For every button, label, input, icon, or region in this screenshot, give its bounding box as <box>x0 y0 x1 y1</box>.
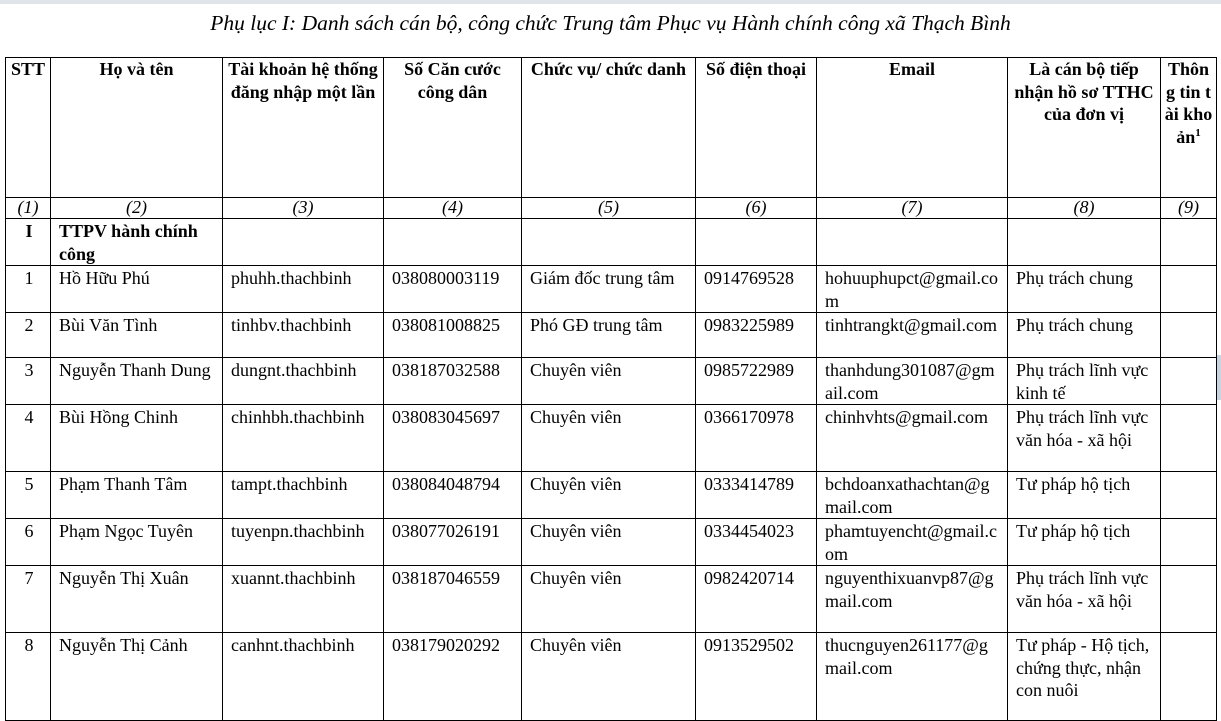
cell-role: Phụ trách chung <box>1008 266 1161 313</box>
column-header-account-info <box>1161 58 1217 198</box>
empty-cell <box>522 219 696 266</box>
cell-email: bchdoanxathachtan@gmail.com <box>817 472 1008 519</box>
table-row <box>6 266 1217 313</box>
cell-position: Chuyên viên <box>522 472 696 519</box>
table-row <box>6 633 1217 721</box>
cell-position: Chuyên viên <box>522 405 696 472</box>
cell-account-info <box>1161 266 1217 313</box>
empty-cell <box>1008 219 1161 266</box>
cell-role: Phụ trách lĩnh vực văn hóa - xã hội <box>1008 405 1161 472</box>
cell-name: Hồ Hữu Phú <box>51 266 223 313</box>
empty-cell <box>384 219 522 266</box>
column-header-account-info-label: Thông tin tài khoản <box>1164 59 1213 147</box>
cell-stt: 5 <box>6 472 51 519</box>
column-header-phone: Số điện thoại <box>696 58 817 198</box>
column-number: (7) <box>817 198 1008 219</box>
cell-phone: 0914769528 <box>696 266 817 313</box>
column-number: (6) <box>696 198 817 219</box>
column-number: (4) <box>384 198 522 219</box>
column-number: (2) <box>51 198 223 219</box>
empty-cell <box>817 219 1008 266</box>
page-edge-marker <box>1217 355 1221 400</box>
cell-stt: 3 <box>6 358 51 405</box>
cell-phone: 0366170978 <box>696 405 817 472</box>
cell-name: Nguyễn Thị Cảnh <box>51 633 223 721</box>
cell-name: Phạm Thanh Tâm <box>51 472 223 519</box>
column-number: (8) <box>1008 198 1161 219</box>
column-header-account: Tài khoản hệ thống đăng nhập một lần <box>223 58 384 198</box>
page-title: Phụ lục I: Danh sách cán bộ, công chức Trung tâm Phục vụ Hành chính công xã Thạch Bình <box>210 11 1011 35</box>
column-number: (3) <box>223 198 384 219</box>
section-name: TTPV hành chính công <box>51 219 223 266</box>
cell-stt: 6 <box>6 519 51 566</box>
cell-cccd: 038080003119 <box>384 266 522 313</box>
cell-role: Tư pháp hộ tịch <box>1008 472 1161 519</box>
cell-stt: 2 <box>6 313 51 358</box>
cell-account: chinhbh.thachbinh <box>223 405 384 472</box>
cell-role: Tư pháp - Hộ tịch, chứng thực, nhận con nuôi <box>1008 633 1161 721</box>
cell-account-info <box>1161 633 1217 721</box>
cell-name: Nguyễn Thanh Dung <box>51 358 223 405</box>
cell-account: tinhbv.thachbinh <box>223 313 384 358</box>
empty-cell <box>696 219 817 266</box>
cell-stt: 1 <box>6 266 51 313</box>
cell-email: hohuuphupct@gmail.com <box>817 266 1008 313</box>
cell-email: thanhdung301087@gmail.com <box>817 358 1008 405</box>
cell-position: Chuyên viên <box>522 566 696 633</box>
staff-table <box>5 57 1217 721</box>
cell-account: canhnt.thachbinh <box>223 633 384 721</box>
cell-phone: 0334454023 <box>696 519 817 566</box>
table-row <box>6 313 1217 358</box>
table-row <box>6 405 1217 472</box>
top-strip <box>0 0 1221 4</box>
cell-email: chinhvhts@gmail.com <box>817 405 1008 472</box>
cell-role: Phụ trách chung <box>1008 313 1161 358</box>
column-number: (9) <box>1161 198 1217 219</box>
column-number-row <box>6 198 1217 219</box>
cell-account: xuannt.thachbinh <box>223 566 384 633</box>
cell-cccd: 038081008825 <box>384 313 522 358</box>
cell-cccd: 038187046559 <box>384 566 522 633</box>
cell-position: Phó GĐ trung tâm <box>522 313 696 358</box>
cell-account-info <box>1161 472 1217 519</box>
table-row <box>6 519 1217 566</box>
cell-account: phuhh.thachbinh <box>223 266 384 313</box>
cell-phone: 0333414789 <box>696 472 817 519</box>
cell-account-info <box>1161 519 1217 566</box>
footnote-mark: 1 <box>1195 126 1201 139</box>
cell-email: thucnguyen261177@gmail.com <box>817 633 1008 721</box>
table-row <box>6 358 1217 405</box>
column-header-name: Họ và tên <box>51 58 223 198</box>
table-row <box>6 472 1217 519</box>
cell-account: dungnt.thachbinh <box>223 358 384 405</box>
cell-name: Bùi Hồng Chinh <box>51 405 223 472</box>
empty-cell <box>1161 219 1217 266</box>
cell-role: Phụ trách lĩnh vực văn hóa - xã hội <box>1008 566 1161 633</box>
cell-cccd: 038179020292 <box>384 633 522 721</box>
cell-position: Chuyên viên <box>522 519 696 566</box>
header-row <box>6 58 1217 198</box>
section-row <box>6 219 1217 266</box>
cell-account-info <box>1161 358 1217 405</box>
column-header-role: Là cán bộ tiếp nhận hồ sơ TTHC của đơn vị <box>1008 58 1161 198</box>
section-index: I <box>6 219 51 266</box>
cell-name: Phạm Ngọc Tuyên <box>51 519 223 566</box>
column-number: (1) <box>6 198 51 219</box>
column-header-email: Email <box>817 58 1008 198</box>
cell-email: nguyenthixuanvp87@gmail.com <box>817 566 1008 633</box>
cell-phone: 0985722989 <box>696 358 817 405</box>
column-header-stt: STT <box>6 58 51 198</box>
cell-cccd: 038083045697 <box>384 405 522 472</box>
cell-email: phamtuyencht@gmail.com <box>817 519 1008 566</box>
empty-cell <box>223 219 384 266</box>
cell-role: Phụ trách lĩnh vực kinh tế <box>1008 358 1161 405</box>
cell-stt: 8 <box>6 633 51 721</box>
cell-name: Bùi Văn Tình <box>51 313 223 358</box>
cell-position: Chuyên viên <box>522 633 696 721</box>
cell-phone: 0913529502 <box>696 633 817 721</box>
cell-account-info <box>1161 405 1217 472</box>
cell-name: Nguyễn Thị Xuân <box>51 566 223 633</box>
cell-phone: 0983225989 <box>696 313 817 358</box>
cell-stt: 7 <box>6 566 51 633</box>
cell-position: Giám đốc trung tâm <box>522 266 696 313</box>
column-header-position: Chức vụ/ chức danh <box>522 58 696 198</box>
table-row <box>6 566 1217 633</box>
cell-account-info <box>1161 566 1217 633</box>
cell-stt: 4 <box>6 405 51 472</box>
cell-cccd: 038077026191 <box>384 519 522 566</box>
column-number: (5) <box>522 198 696 219</box>
cell-phone: 0982420714 <box>696 566 817 633</box>
cell-email: tinhtrangkt@gmail.com <box>817 313 1008 358</box>
cell-account: tampt.thachbinh <box>223 472 384 519</box>
cell-account-info <box>1161 313 1217 358</box>
column-header-cccd: Số Căn cước công dân <box>384 58 522 198</box>
cell-role: Tư pháp hộ tịch <box>1008 519 1161 566</box>
cell-cccd: 038084048794 <box>384 472 522 519</box>
cell-account: tuyenpn.thachbinh <box>223 519 384 566</box>
cell-position: Chuyên viên <box>522 358 696 405</box>
cell-cccd: 038187032588 <box>384 358 522 405</box>
